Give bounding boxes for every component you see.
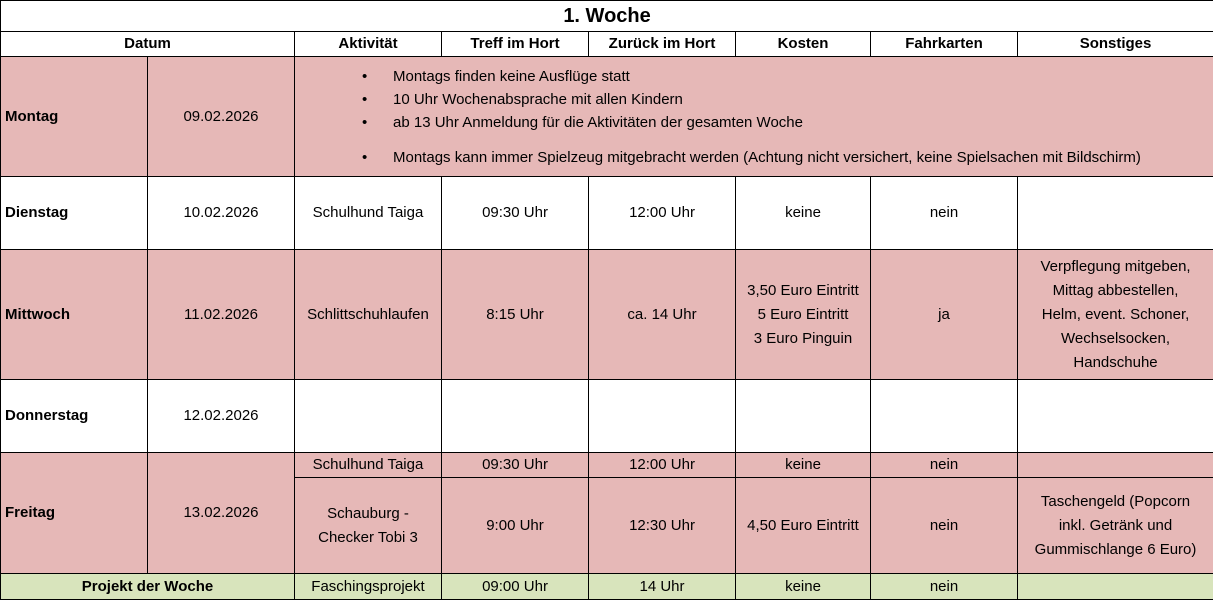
header-treff[interactable]: Treff im Hort (442, 32, 589, 57)
sonstiges-line: Mittag abbestellen, (1021, 279, 1210, 303)
list-item: • Montags kann immer Spielzeug mitgebracht werden (Achtung nicht versichert, keine Spielsachen mit Bildschirm) (298, 146, 1210, 169)
kosten-cell-projekt[interactable]: keine (736, 574, 871, 600)
sonstiges-line: Handschuhe (1021, 351, 1210, 375)
fahrkarten-cell-freitag-2[interactable]: nein (871, 478, 1018, 574)
sonstiges-line: Helm, event. Schoner, (1021, 303, 1210, 327)
row-mittwoch (1, 250, 1213, 380)
sheet-title: 1. Woche (1, 1, 1213, 32)
day-cell-freitag[interactable]: Freitag (1, 453, 148, 574)
day-cell-montag[interactable]: Montag (1, 57, 148, 177)
zurueck-cell-dienstag[interactable]: 12:00 Uhr (589, 177, 736, 250)
row-projekt (1, 574, 1213, 600)
treff-cell-mittwoch[interactable]: 8:15 Uhr (442, 250, 589, 380)
row-donnerstag (1, 380, 1213, 453)
kosten-line: 3,50 Euro Eintritt (739, 279, 867, 303)
header-row (1, 32, 1213, 57)
list-item: • ab 13 Uhr Anmeldung für die Aktivitäten der gesamten Woche (298, 111, 1210, 134)
sonstiges-cell-freitag-2[interactable] (1018, 478, 1213, 574)
date-cell-freitag[interactable]: 13.02.2026 (148, 453, 295, 574)
kosten-cell-mittwoch[interactable] (736, 250, 871, 380)
montag-notes-cell[interactable] (295, 57, 1213, 177)
row-montag (1, 57, 1213, 177)
aktivitaet-cell-mittwoch[interactable]: Schlittschuhlaufen (295, 250, 442, 380)
fahrkarten-cell-freitag-1[interactable]: nein (871, 453, 1018, 478)
list-item: • Montags finden keine Ausflüge statt (298, 65, 1210, 88)
day-cell-dienstag[interactable]: Dienstag (1, 177, 148, 250)
row-dienstag (1, 177, 1213, 250)
fahrkarten-cell-donnerstag[interactable] (871, 380, 1018, 453)
fahrkarten-cell-mittwoch[interactable]: ja (871, 250, 1018, 380)
zurueck-cell-mittwoch[interactable]: ca. 14 Uhr (589, 250, 736, 380)
date-cell-dienstag[interactable]: 10.02.2026 (148, 177, 295, 250)
aktivitaet-cell-dienstag[interactable]: Schulhund Taiga (295, 177, 442, 250)
header-zurueck[interactable]: Zurück im Hort (589, 32, 736, 57)
aktivitaet-cell-projekt[interactable]: Faschingsprojekt (295, 574, 442, 600)
zurueck-cell-projekt[interactable]: 14 Uhr (589, 574, 736, 600)
kosten-cell-dienstag[interactable]: keine (736, 177, 871, 250)
kosten-line: 3 Euro Pinguin (739, 327, 867, 351)
date-cell-donnerstag[interactable]: 12.02.2026 (148, 380, 295, 453)
date-cell-mittwoch[interactable]: 11.02.2026 (148, 250, 295, 380)
date-cell-montag[interactable]: 09.02.2026 (148, 57, 295, 177)
row-freitag-1 (1, 453, 1213, 478)
sonstiges-cell-projekt[interactable] (1018, 574, 1213, 600)
header-datum[interactable]: Datum (1, 32, 295, 57)
sonstiges-line: inkl. Getränk und (1021, 514, 1210, 538)
sonstiges-line: Verpflegung mitgeben, (1021, 255, 1210, 279)
header-fahrkarten[interactable]: Fahrkarten (871, 32, 1018, 57)
day-cell-mittwoch[interactable]: Mittwoch (1, 250, 148, 380)
treff-cell-dienstag[interactable]: 09:30 Uhr (442, 177, 589, 250)
aktivitaet-line: Schauburg - (298, 502, 438, 526)
aktivitaet-cell-freitag-1[interactable]: Schulhund Taiga (295, 453, 442, 478)
kosten-cell-freitag-2[interactable]: 4,50 Euro Eintritt (736, 478, 871, 574)
aktivitaet-cell-freitag-2[interactable] (295, 478, 442, 574)
sonstiges-cell-mittwoch[interactable] (1018, 250, 1213, 380)
kosten-cell-freitag-1[interactable]: keine (736, 453, 871, 478)
header-sonstiges[interactable]: Sonstiges (1018, 32, 1213, 57)
treff-cell-freitag-2[interactable]: 9:00 Uhr (442, 478, 589, 574)
zurueck-cell-donnerstag[interactable] (589, 380, 736, 453)
montag-notes-list (298, 65, 1210, 169)
projekt-label[interactable]: Projekt der Woche (1, 574, 295, 600)
header-aktivitaet[interactable]: Aktivität (295, 32, 442, 57)
aktivitaet-cell-donnerstag[interactable] (295, 380, 442, 453)
sonstiges-line: Wechselsocken, (1021, 327, 1210, 351)
zurueck-cell-freitag-2[interactable]: 12:30 Uhr (589, 478, 736, 574)
sonstiges-line: Taschengeld (Popcorn (1021, 490, 1210, 514)
kosten-line: 5 Euro Eintritt (739, 303, 867, 327)
sonstiges-cell-donnerstag[interactable] (1018, 380, 1213, 453)
kosten-cell-donnerstag[interactable] (736, 380, 871, 453)
treff-cell-projekt[interactable]: 09:00 Uhr (442, 574, 589, 600)
fahrkarten-cell-dienstag[interactable]: nein (871, 177, 1018, 250)
zurueck-cell-freitag-1[interactable]: 12:00 Uhr (589, 453, 736, 478)
treff-cell-freitag-1[interactable]: 09:30 Uhr (442, 453, 589, 478)
list-item: • 10 Uhr Wochenabsprache mit allen Kindern (298, 88, 1210, 111)
header-kosten[interactable]: Kosten (736, 32, 871, 57)
sonstiges-cell-dienstag[interactable] (1018, 177, 1213, 250)
title-row (1, 1, 1213, 32)
fahrkarten-cell-projekt[interactable]: nein (871, 574, 1018, 600)
day-cell-donnerstag[interactable]: Donnerstag (1, 380, 148, 453)
sonstiges-line: Gummischlange 6 Euro) (1021, 538, 1210, 562)
sonstiges-cell-freitag-1[interactable] (1018, 453, 1213, 478)
aktivitaet-line: Checker Tobi 3 (298, 526, 438, 550)
treff-cell-donnerstag[interactable] (442, 380, 589, 453)
